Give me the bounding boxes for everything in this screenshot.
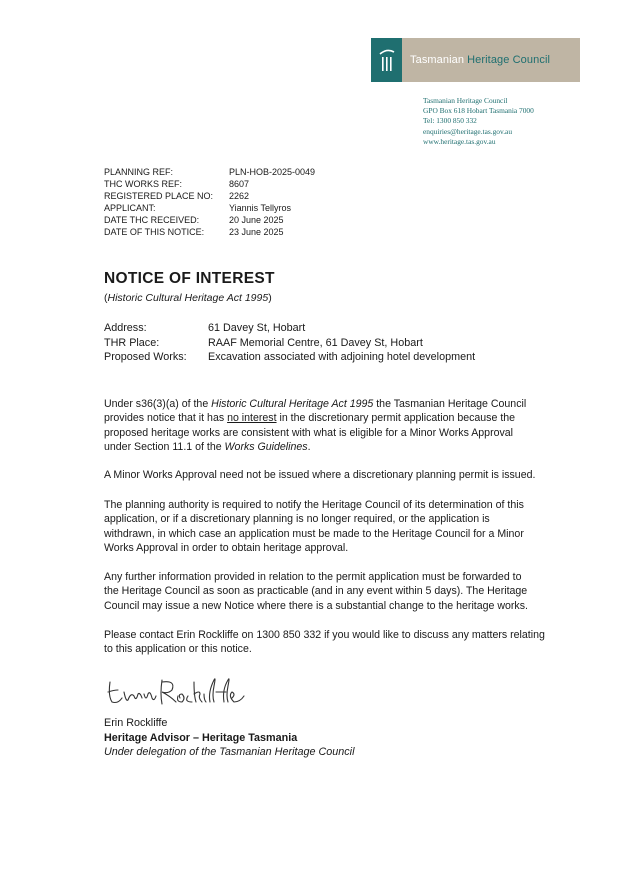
ref-value: Yiannis Tellyros [229, 203, 292, 213]
ref-value: 20 June 2025 [229, 215, 284, 225]
logo-word-heritage-council: Heritage Council [467, 54, 551, 66]
ref-value: 2262 [229, 191, 250, 201]
text-run: . [307, 441, 311, 454]
ref-row [104, 178, 315, 190]
paragraph-further-info [104, 570, 594, 613]
detail-value: Excavation associated with adjoining hotel development [208, 351, 476, 363]
text-line: proposed heritage works are consistent with what is eligible for a Minor Works Approval [104, 426, 514, 439]
ref-label: REGISTERED PLACE NO: [104, 191, 214, 201]
contact-org: Tasmanian Heritage Council [423, 96, 508, 105]
detail-row-address [104, 321, 475, 336]
contact-block [423, 96, 613, 147]
text-line: Works Approval in order to obtain heritage approval. [104, 542, 349, 555]
columns-logo-icon [371, 38, 402, 82]
text-line: Any further information provided in relation to the permit application must be forwarded to [104, 571, 522, 583]
ref-row [104, 226, 315, 238]
no-interest-emphasis: no interest [227, 412, 277, 425]
text-line [104, 397, 594, 411]
detail-row-thr-place [104, 336, 475, 351]
signatory-delegation [104, 745, 355, 760]
signatory-role: Heritage Advisor – Heritage Tasmania [104, 731, 298, 744]
paragraph-notice [104, 397, 594, 455]
property-details [104, 321, 475, 365]
paragraph-contact [104, 628, 594, 657]
logo-word-tasmanian: Tasmanian [410, 54, 465, 66]
paragraph-minor-works [104, 468, 594, 482]
act-name: Historic Cultural Heritage Act 1995 [107, 292, 269, 304]
ref-value: PLN-HOB-2025-0049 [229, 167, 316, 177]
text-line: A Minor Works Approval need not be issued where a discretionary planning permit is issued. [104, 469, 536, 481]
ref-row [104, 202, 315, 214]
text-line: The planning authority is required to notify the Heritage Council of its determination of this [104, 499, 524, 511]
heritage-council-logo [371, 38, 580, 82]
text-line: Council may issue a new Notice where there is a substantial change to the heritage works. [104, 599, 528, 612]
text-line: the Heritage Council as soon as practicable (and in any event within 5 days). The Heritage [104, 585, 528, 598]
guidelines-name: Works Guidelines [224, 441, 308, 454]
contact-tel: Tel: 1300 850 332 [423, 116, 477, 126]
text-line: Please contact Erin Rockliffe on 1300 850 332 if you would like to discuss any matters relating [104, 629, 545, 641]
text-run: under Section 11.1 of the [104, 441, 225, 454]
detail-label: Address: [104, 322, 147, 334]
act-name: Historic Cultural Heritage Act 1995 [211, 398, 374, 410]
signatory-name: Erin Rockliffe [104, 717, 168, 729]
logo-wordmark [402, 38, 580, 82]
ref-row [104, 190, 315, 202]
text-line [104, 411, 594, 425]
delegation-text: Under delegation of the Tasmanian Heritage Council [104, 746, 355, 759]
contact-postal: GPO Box 618 Hobart Tasmania 7000 [423, 106, 534, 116]
text-run: Under s36(3)(a) of the [104, 398, 212, 410]
subtitle-close: ) [268, 292, 272, 304]
detail-value: RAAF Memorial Centre, 61 Davey St, Hobart [208, 336, 423, 349]
ref-label: THC WORKS REF: [104, 179, 182, 189]
text-line: application, or if a discretionary planning is no longer required, or the application is [104, 513, 490, 526]
ref-label: APPLICANT: [104, 203, 156, 213]
contact-web[interactable]: www.heritage.tas.gov.au [423, 136, 496, 146]
detail-value: 61 Davey St, Hobart [208, 322, 306, 334]
contact-email[interactable]: enquiries@heritage.tas.gov.au [423, 126, 513, 136]
ref-row [104, 214, 315, 226]
signatory-block [104, 716, 355, 760]
ref-row [104, 166, 315, 178]
text-line: to this application or this notice. [104, 643, 252, 656]
text-run: provides notice that it has [104, 412, 228, 425]
subtitle-open: ( [104, 292, 108, 304]
detail-label: THR Place: [104, 336, 160, 349]
text-line [104, 440, 594, 454]
notice-title: NOTICE OF INTEREST [104, 270, 275, 287]
detail-label: Proposed Works: [104, 351, 187, 363]
ref-label: PLANNING REF: [104, 167, 174, 177]
text-run: in the discretionary permit application because the [276, 412, 516, 425]
notice-subtitle [104, 292, 272, 304]
paragraph-planning-authority [104, 498, 594, 556]
reference-block [104, 166, 315, 238]
text-run: the Tasmanian Heritage Council [373, 398, 527, 410]
handwritten-signature [104, 672, 254, 712]
ref-label: DATE THC RECEIVED: [104, 215, 200, 225]
detail-row-proposed-works [104, 350, 475, 365]
ref-label: DATE OF THIS NOTICE: [104, 227, 205, 237]
text-line: withdrawn, in which case an application must be made to the Heritage Council for a Minor [104, 527, 524, 540]
ref-value: 23 June 2025 [229, 227, 284, 237]
ref-value: 8607 [229, 179, 250, 189]
